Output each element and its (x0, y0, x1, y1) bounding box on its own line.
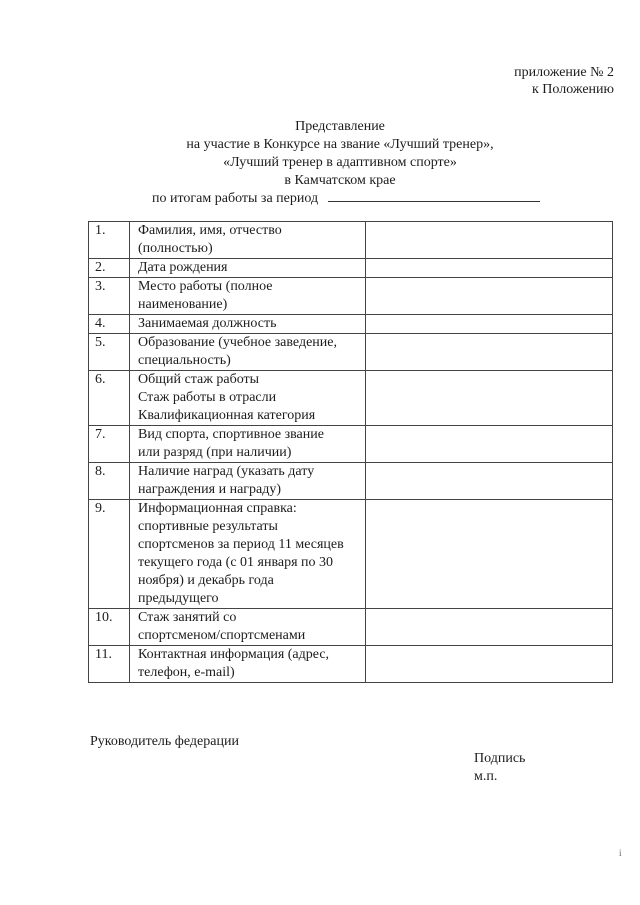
table-row (89, 222, 613, 259)
row-value-field[interactable] (366, 646, 613, 683)
row-label-line: текущего года (с 01 января по 30 (138, 555, 334, 570)
document-heading (120, 118, 560, 190)
table-row (89, 646, 613, 683)
row-label-line: ноября) и декабрь года (138, 573, 274, 588)
row-label (130, 278, 366, 315)
row-label-line: Наличие наград (указать дату (138, 464, 315, 479)
row-label-line: Стаж занятий со (138, 610, 237, 625)
row-number: 9. (89, 500, 130, 609)
table-row (89, 371, 613, 426)
row-value-field[interactable] (366, 315, 613, 334)
row-label-line: наименование) (138, 297, 228, 312)
row-label-line: телефон, e-mail) (138, 665, 235, 680)
row-value-field[interactable] (366, 334, 613, 371)
row-number: 5. (89, 334, 130, 371)
heading-line-2: на участие в Конкурсе на звание «Лучший тренер», (186, 137, 494, 152)
row-value-field[interactable] (366, 259, 613, 278)
row-number: 2. (89, 259, 130, 278)
row-label-line: Дата рождения (138, 260, 228, 275)
row-label-line: Информационная справка: (138, 501, 297, 516)
row-label (130, 371, 366, 426)
row-value-field[interactable] (366, 222, 613, 259)
row-label-line: Место работы (полное (138, 279, 273, 294)
row-label (130, 646, 366, 683)
row-label-line: Общий стаж работы (138, 372, 260, 387)
row-label-line: спортсменом/спортсменами (138, 628, 306, 643)
row-number: 10. (89, 609, 130, 646)
period-label: по итогам работы за период (152, 191, 319, 206)
row-label-line: Контактная информация (адрес, (138, 647, 330, 662)
row-label-line: Занимаемая должность (138, 316, 277, 331)
row-value-field[interactable] (366, 609, 613, 646)
table-row (89, 463, 613, 500)
row-label-line: Стаж работы в отрасли (138, 390, 277, 405)
table-row (89, 500, 613, 609)
appendix-note (514, 64, 614, 98)
appendix-reference: к Положению (531, 82, 614, 97)
row-number: 3. (89, 278, 130, 315)
nomination-form-table (88, 221, 613, 683)
heading-line-4: в Камчатском крае (284, 173, 396, 188)
row-number: 6. (89, 371, 130, 426)
period-line (152, 189, 540, 208)
heading-line-3: «Лучший тренер в адаптивном спорте» (223, 155, 457, 170)
row-label (130, 334, 366, 371)
row-label (130, 426, 366, 463)
table-row (89, 609, 613, 646)
row-value-field[interactable] (366, 463, 613, 500)
signature-label: Подпись (474, 751, 526, 766)
row-label-line: или разряд (при наличии) (138, 445, 292, 460)
row-label-line: специальность) (138, 353, 231, 368)
table-row (89, 315, 613, 334)
row-number: 11. (89, 646, 130, 683)
row-label-line: Фамилия, имя, отчество (138, 223, 282, 238)
row-value-field[interactable] (366, 371, 613, 426)
row-label-line: спортсменов за период 11 месяцев (138, 537, 344, 552)
row-value-field[interactable] (366, 278, 613, 315)
row-label-line: награждения и награду) (138, 482, 282, 497)
row-number: 8. (89, 463, 130, 500)
table-row (89, 278, 613, 315)
row-label-line: предыдущего (138, 591, 219, 606)
stamp-label: м.п. (474, 769, 498, 784)
signature-block (474, 750, 525, 786)
period-blank-field[interactable] (328, 189, 540, 202)
row-number: 1. (89, 222, 130, 259)
row-label (130, 500, 366, 609)
row-label (130, 463, 366, 500)
row-label-line: Образование (учебное заведение, (138, 335, 337, 350)
row-label (130, 609, 366, 646)
table-row (89, 259, 613, 278)
row-label-line: (полностью) (138, 241, 213, 256)
row-number: 4. (89, 315, 130, 334)
row-label (130, 259, 366, 278)
row-number: 7. (89, 426, 130, 463)
federation-head-label: Руководитель федерации (90, 734, 239, 749)
row-label-line: Вид спорта, спортивное звание (138, 427, 324, 442)
table-row (89, 426, 613, 463)
row-label-line: спортивные результаты (138, 519, 278, 534)
table-row (89, 334, 613, 371)
document-title: Представление (295, 119, 385, 134)
page-mark: i (619, 848, 622, 858)
row-label-line: Квалификационная категория (138, 408, 316, 423)
row-value-field[interactable] (366, 500, 613, 609)
row-label (130, 222, 366, 259)
row-value-field[interactable] (366, 426, 613, 463)
appendix-number: приложение № 2 (514, 65, 614, 80)
row-label (130, 315, 366, 334)
